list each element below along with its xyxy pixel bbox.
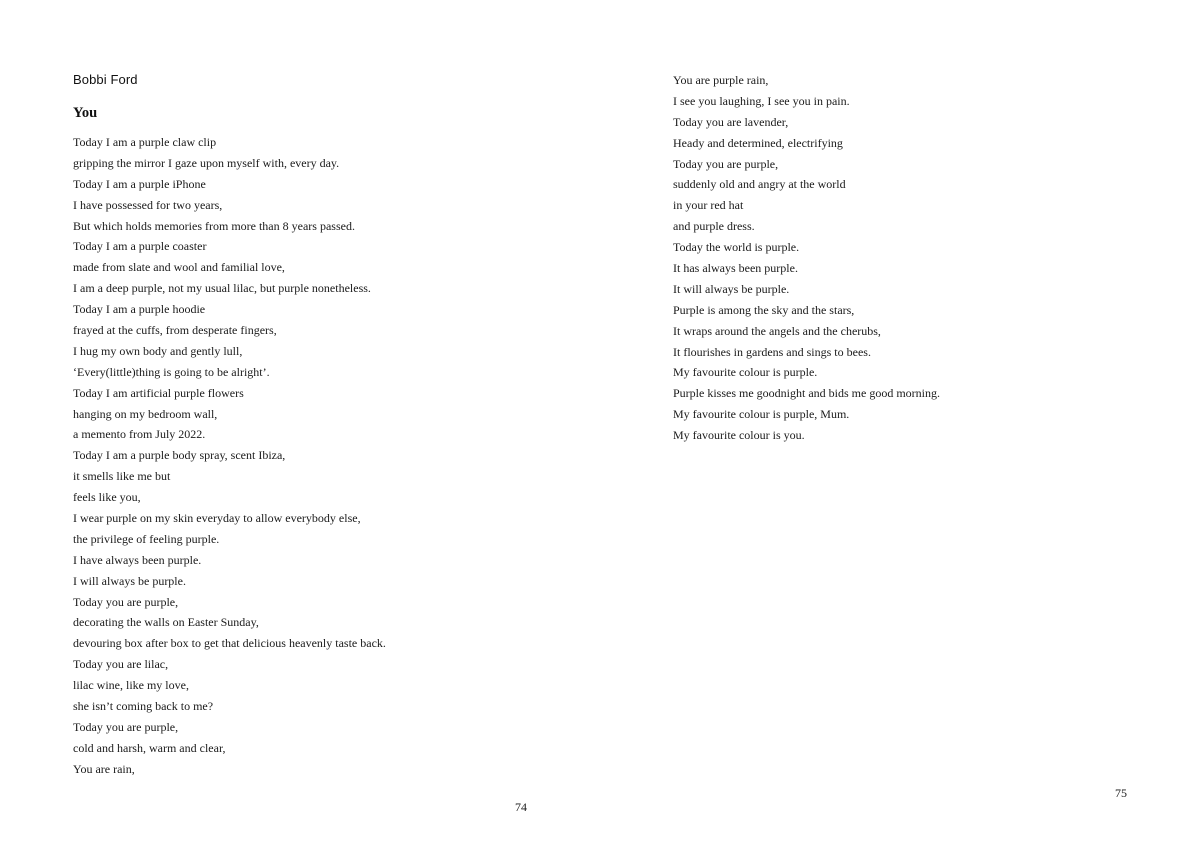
poem-line: made from slate and wool and familial love, — [73, 260, 285, 275]
poem-line: I have possessed for two years, — [73, 197, 223, 212]
poem-line: Today I am a purple claw clip — [73, 135, 217, 149]
poem-line: Today you are lavender, — [673, 114, 789, 129]
poem-line: lilac wine, like my love, — [73, 678, 189, 693]
author-name: Bobbi Ford — [73, 72, 138, 87]
page-number-left: 74 — [515, 800, 527, 814]
poem-line: Today I am a purple body spray, scent Ibiza, — [73, 448, 286, 463]
poem-line: I see you laughing, I see you in pain. — [673, 93, 850, 108]
poem-line: My favourite colour is you. — [673, 428, 805, 443]
poem-line: You are purple rain, — [673, 73, 769, 87]
poem-line: and purple dress. — [673, 219, 755, 234]
poem-line: I hug my own body and gently lull, — [73, 343, 243, 358]
poem-line: hanging on my bedroom wall, — [73, 406, 218, 421]
poem-line: devouring box after box to get that delicious heavenly taste back. — [73, 636, 386, 651]
poem-line: frayed at the cuffs, from desperate fingers, — [73, 323, 277, 338]
poem-line: Heady and determined, electrifying — [673, 135, 843, 150]
poem-line: the privilege of feeling purple. — [73, 531, 220, 546]
poem-line: suddenly old and angry at the world — [673, 177, 846, 192]
poem-line: it smells like me but — [73, 469, 171, 484]
poem-line: I have always been purple. — [73, 552, 202, 567]
poem-line: gripping the mirror I gaze upon myself with, every day. — [73, 155, 340, 170]
poem-line: But which holds memories from more than 8 years passed. — [73, 218, 355, 233]
poem-line: Today I am a purple iPhone — [73, 176, 206, 191]
poem-line: a memento from July 2022. — [73, 427, 206, 442]
poem-line: Today you are purple, — [73, 594, 179, 609]
poem-line: I will always be purple. — [73, 573, 186, 588]
poem-line: she isn’t coming back to me? — [73, 699, 214, 714]
poem-line: feels like you, — [73, 490, 141, 505]
poem-line: Purple kisses me goodnight and bids me good morning. — [673, 386, 940, 401]
poem-line: My favourite colour is purple, Mum. — [673, 407, 850, 422]
poem-title: You — [73, 105, 98, 121]
poem-line: It flourishes in gardens and sings to bees. — [673, 344, 871, 359]
poem-line: decorating the walls on Easter Sunday, — [73, 615, 259, 630]
poem-line: Today you are lilac, — [73, 657, 169, 672]
poem-line: in your red hat — [673, 198, 744, 213]
poem-line: Today I am a purple hoodie — [73, 302, 206, 317]
poem-lines-left — [73, 132, 386, 780]
page-number-right: 75 — [1115, 786, 1127, 800]
poem-line: It will always be purple. — [673, 281, 790, 296]
poem-lines-right — [673, 70, 940, 446]
poem-line: cold and harsh, warm and clear, — [73, 740, 226, 755]
poem-line: Today you are purple, — [673, 156, 779, 171]
poem-line: Purple is among the sky and the stars, — [673, 302, 855, 317]
right-page — [600, 0, 1200, 849]
poem-line: ‘Every(little)thing is going to be alright’. — [73, 364, 270, 379]
poem-line: You are rain, — [73, 761, 135, 776]
poem-line: It has always been purple. — [673, 261, 798, 276]
poem-line: It wraps around the angels and the cherubs, — [673, 323, 881, 338]
poem-line: Today the world is purple. — [673, 240, 800, 255]
poem-line: I wear purple on my skin everyday to allow everybody else, — [73, 511, 361, 526]
poem-line: I am a deep purple, not my usual lilac, but purple nonetheless. — [73, 281, 371, 296]
poem-line: My favourite colour is purple. — [673, 365, 818, 380]
poem-line: Today you are purple, — [73, 719, 179, 734]
poem-line: Today I am artificial purple flowers — [73, 385, 244, 400]
poem-line: Today I am a purple coaster — [73, 239, 207, 254]
